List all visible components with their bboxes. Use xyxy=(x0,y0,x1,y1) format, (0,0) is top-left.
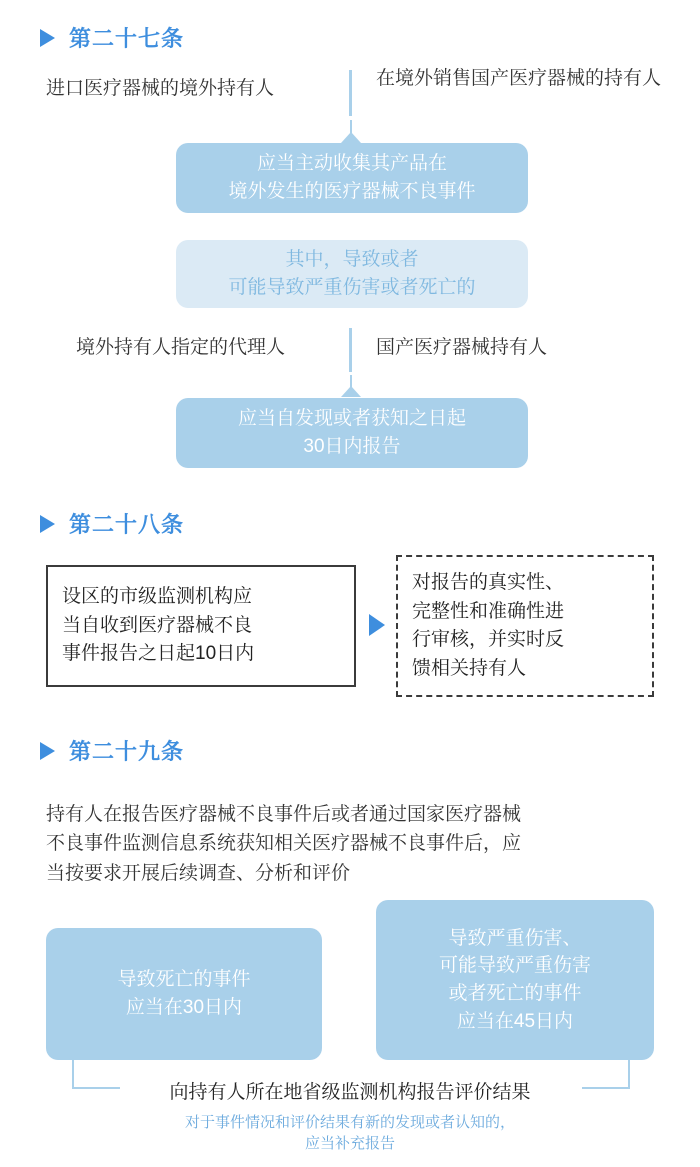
triangle-bullet-icon xyxy=(40,29,55,47)
box-death-event-30-days xyxy=(46,928,322,1060)
arrow-up-icon-2 xyxy=(341,386,361,397)
box-line-1: 设区的市级监测机构应 xyxy=(62,586,253,608)
box-line-4: 馈相关持有人 xyxy=(412,657,527,679)
box-serious-injury-45-days xyxy=(376,900,654,1060)
arrow-right-icon xyxy=(369,614,385,636)
box-line-3: 或者死亡的事件 xyxy=(448,983,582,1004)
box-collect-overseas-adverse-events xyxy=(176,143,528,213)
box-line-1: 其中，导致或者 xyxy=(285,249,419,271)
section-heading-article-29 xyxy=(40,735,184,766)
triangle-bullet-icon xyxy=(40,515,55,533)
footer-sub-line-1: 对于事件情况和评价结果有新的发现或者认知的， xyxy=(184,1114,515,1131)
box-line-2: 境外发生的医疗器械不良事件 xyxy=(228,181,476,202)
section-heading-article-28 xyxy=(40,508,184,539)
label-overseas-holder-import: 进口医疗器械的境外持有人 xyxy=(46,78,275,99)
label-domestic-device-holder: 国产医疗器械持有人 xyxy=(376,337,548,358)
box-line-1: 应当主动收集其产品在 xyxy=(256,153,447,175)
label-overseas-holder-agent: 境外持有人指定的代理人 xyxy=(76,337,286,358)
paragraph-line-3: 当按要求开展后续调查、分析和评价 xyxy=(46,862,351,884)
box-line-1: 对报告的真实性、 xyxy=(412,572,565,593)
triangle-bullet-icon xyxy=(40,742,55,760)
divider-vertical-2 xyxy=(349,328,352,372)
divider-vertical-1 xyxy=(349,70,352,116)
box-line-3: 事件报告之日起10日内 xyxy=(62,643,255,665)
section-title-article-27: 第二十七条 xyxy=(69,26,185,51)
box-line-2: 当自收到医疗器械不良 xyxy=(62,614,253,636)
box-line-1: 导致严重伤害、 xyxy=(448,927,582,949)
footer-supplementary-note xyxy=(0,1112,700,1154)
paragraph-article-29 xyxy=(46,800,666,888)
section-heading-article-27 xyxy=(40,22,184,53)
box-review-and-feedback xyxy=(396,555,654,697)
box-municipal-monitoring-agency xyxy=(46,565,356,687)
box-line-4: 应当在45日内 xyxy=(456,1010,574,1032)
section-title-article-28: 第二十八条 xyxy=(69,512,185,537)
box-serious-injury-or-death xyxy=(176,240,528,308)
footer-sub-line-2: 应当补充报告 xyxy=(304,1135,395,1152)
arrow-up-icon-1 xyxy=(341,132,361,143)
box-report-within-30-days xyxy=(176,398,528,468)
box-line-3: 行审核，并实时反 xyxy=(412,629,565,650)
footer-report-result: 向持有人所在地省级监测机构报告评价结果 xyxy=(169,1082,531,1103)
box-line-2: 完整性和准确性进 xyxy=(412,600,565,622)
box-line-2: 30日内报告 xyxy=(303,436,401,457)
box-line-2: 应当在30日内 xyxy=(125,997,243,1018)
paragraph-line-1: 持有人在报告医疗器械不良事件后或者通过国家医疗器械 xyxy=(46,804,522,825)
box-line-1: 应当自发现或者获知之日起 xyxy=(237,408,466,430)
box-line-2: 可能导致严重伤害或者死亡的 xyxy=(228,277,476,298)
label-overseas-sale-domestic-holder: 在境外销售国产医疗器械的持有人 xyxy=(376,68,662,89)
box-line-1: 导致死亡的事件 xyxy=(117,969,251,991)
section-title-article-29: 第二十九条 xyxy=(69,739,185,764)
paragraph-line-2: 不良事件监测信息系统获知相关医疗器械不良事件后，应 xyxy=(46,833,522,855)
box-line-2: 可能导致严重伤害 xyxy=(438,955,591,977)
